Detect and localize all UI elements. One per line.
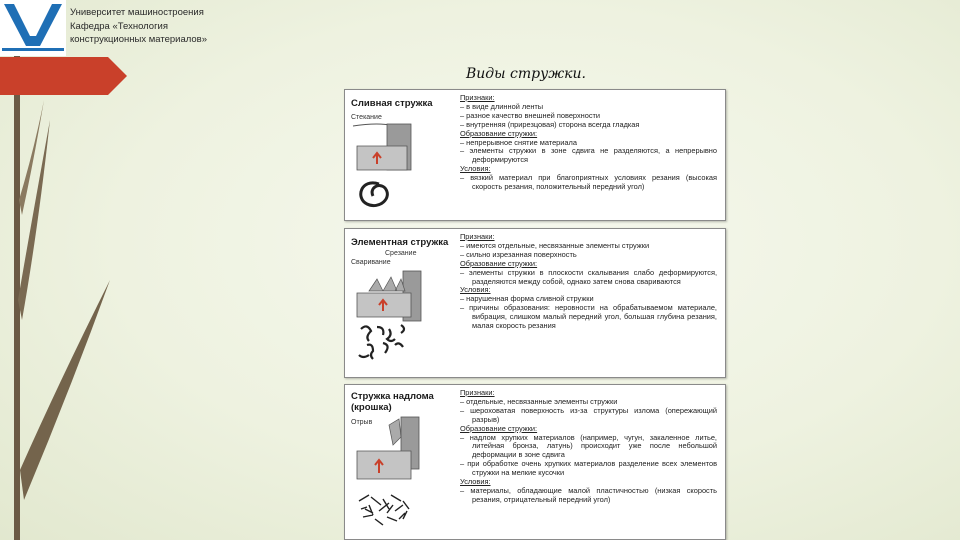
conditions-heading: Условия: — [460, 164, 491, 174]
condition-item: – причины образования: неровности на обрабатываемом материале, вибрация, слишком малый передний угол, большая глубина резания, малая скорость резания — [460, 304, 717, 331]
panel-description — [460, 94, 717, 192]
sign-item: – имеются отдельные, несвязанные элементы стружки — [460, 242, 717, 251]
sign-item: – в виде длинной ленты — [460, 103, 717, 112]
panel-title — [351, 237, 448, 248]
panel-title-line: Стружка надлома — [351, 391, 434, 402]
element-chip-illustration — [349, 269, 429, 369]
panel-title — [351, 98, 433, 109]
conditions-heading: Условия: — [460, 285, 491, 295]
formation-heading: Образование стружки: — [460, 258, 538, 268]
formation-item: – непрерывное снятие материала — [460, 139, 717, 148]
signs-heading: Признаки: — [460, 232, 495, 241]
university-logo-icon — [0, 0, 66, 56]
red-accent-tab — [0, 57, 128, 97]
condition-item: – материалы, обладающие малой пластичностью (низкая скорость резания, отрицательный передний угол) — [460, 487, 717, 505]
panel-description — [460, 389, 717, 505]
continuous-chip-illustration — [349, 118, 419, 214]
panel-description — [460, 233, 717, 331]
formation-item: – элементы стружки в плоскости скалывания слабо деформируются, разделяются между собой, однако затем снова свариваются — [460, 269, 717, 287]
formation-heading: Образование стружки: — [460, 128, 538, 138]
condition-item: – нарушенная форма сливной стружки — [460, 295, 717, 304]
signs-heading: Признаки: — [460, 93, 495, 102]
header-line: Кафедра «Технология — [70, 20, 169, 32]
sign-item: – шероховатая поверхность из-за структуры излома (опережающий разрыв) — [460, 407, 717, 425]
panel-title-line: Элементная стружка — [351, 237, 449, 248]
sign-item: – сильно изрезанная поверхность — [460, 251, 717, 260]
figure-label: Срезание — [385, 250, 417, 257]
condition-item: – вязкий материал при благоприятных условиях резания (высокая скорость резания, положительный передний угол) — [460, 174, 717, 192]
figure-label: Отрыв — [351, 419, 373, 426]
figure-label: Сваривание — [351, 259, 391, 266]
chip-type-panel-continuous — [344, 89, 726, 221]
header-line: Университет машиностроения — [70, 7, 204, 18]
sign-item: – внутренняя (прирезцовая) сторона всегда гладкая — [460, 121, 717, 130]
sign-item: – разное качество внешней поверхности — [460, 112, 717, 121]
header-institution — [70, 6, 310, 47]
panel-title — [351, 391, 434, 413]
sign-item: – отдельные, несвязанные элементы стружки — [460, 398, 717, 407]
conditions-heading: Условия: — [460, 477, 491, 487]
formation-item: – при обработке очень хрупких материалов разделение всех элементов стружки на мелкие кусочки — [460, 460, 717, 478]
fracture-chip-illustration — [349, 415, 429, 533]
formation-item: – надлом хрупких материалов (например, чугун, закаленное литье, литейная бронза, латунь) происходит уже после небольшой деформации в зоне сдвига — [460, 434, 717, 461]
figure-label: Стекание — [351, 114, 382, 121]
formation-heading: Образование стружки: — [460, 423, 538, 433]
signs-heading: Признаки: — [460, 388, 495, 397]
formation-item: – элементы стружки в зоне сдвига не разделяются, а непрерывно деформируются — [460, 147, 717, 165]
header-line: конструкционных материалов» — [70, 34, 207, 45]
university-logo — [0, 0, 66, 56]
chip-type-panel-element — [344, 228, 726, 378]
chip-type-panel-fracture — [344, 384, 726, 540]
panel-title-line: (крошка) — [351, 402, 392, 413]
panel-title-line: Сливная стружка — [351, 98, 433, 109]
slide-title: Виды стружки. — [466, 66, 586, 82]
